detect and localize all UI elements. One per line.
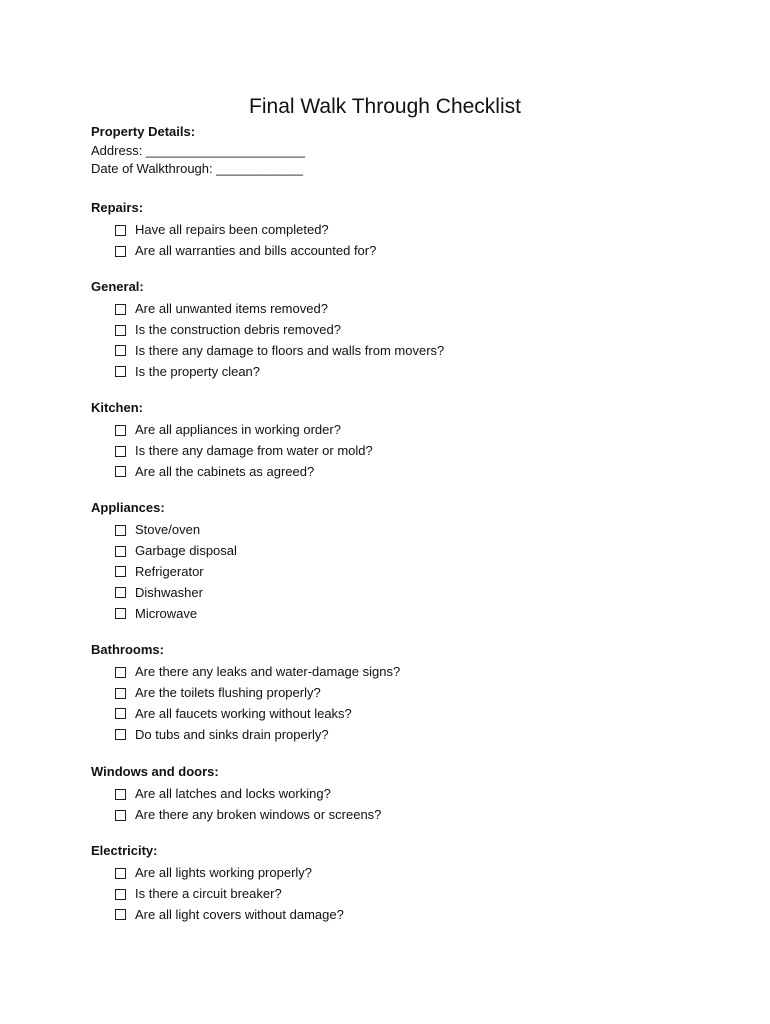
checklist-item[interactable] bbox=[115, 863, 344, 884]
checkbox[interactable] bbox=[115, 868, 126, 879]
property-details bbox=[91, 123, 305, 179]
checklist-item-label: Are there any leaks and water-damage signs? bbox=[135, 664, 401, 680]
checklist-item[interactable] bbox=[115, 562, 237, 583]
checkbox[interactable] bbox=[115, 325, 126, 336]
checklist-item[interactable] bbox=[115, 220, 376, 241]
checklist-item-label: Is there a circuit breaker? bbox=[135, 886, 282, 902]
checkbox[interactable] bbox=[115, 566, 126, 577]
checkbox[interactable] bbox=[115, 304, 126, 315]
page-title: Final Walk Through Checklist bbox=[249, 95, 521, 118]
checklist-item-label: Have all repairs been completed? bbox=[135, 222, 329, 238]
section-heading: Electricity: bbox=[91, 843, 158, 858]
section-repairs bbox=[91, 199, 376, 262]
checkbox[interactable] bbox=[115, 246, 126, 257]
checklist-item[interactable] bbox=[115, 420, 373, 441]
checkbox[interactable] bbox=[115, 345, 126, 356]
checkbox[interactable] bbox=[115, 366, 126, 377]
checklist-item-label: Stove/oven bbox=[135, 522, 201, 538]
checklist-item-label: Are all light covers without damage? bbox=[135, 906, 344, 922]
checkbox[interactable] bbox=[115, 466, 126, 477]
checklist-item[interactable] bbox=[115, 683, 400, 704]
checklist-item[interactable] bbox=[115, 341, 444, 362]
checkbox[interactable] bbox=[115, 810, 126, 821]
checklist-item-label: Garbage disposal bbox=[135, 543, 237, 559]
address-line: Address: ______________________ bbox=[91, 142, 305, 158]
checkbox[interactable] bbox=[115, 608, 126, 619]
walkthrough-date-line: Date of Walkthrough: ____________ bbox=[91, 161, 304, 176]
section-electricity bbox=[91, 842, 344, 925]
checklist-item[interactable] bbox=[115, 704, 400, 725]
checklist-item[interactable] bbox=[115, 299, 444, 320]
property-details-heading: Property Details: bbox=[91, 124, 196, 139]
checkbox[interactable] bbox=[115, 909, 126, 920]
checklist-item[interactable] bbox=[115, 361, 444, 382]
section-bathrooms bbox=[91, 641, 400, 745]
section-general bbox=[91, 278, 444, 382]
checkbox[interactable] bbox=[115, 587, 126, 598]
checklist-item-label: Are all faucets working without leaks? bbox=[135, 705, 352, 721]
checklist-item-label: Microwave bbox=[135, 605, 198, 621]
checklist-item-label: Is there any damage from water or mold? bbox=[135, 443, 373, 459]
checklist-item[interactable] bbox=[115, 441, 373, 462]
checkbox[interactable] bbox=[115, 446, 126, 457]
section-windows-and-doors bbox=[91, 763, 381, 826]
checklist-item-label: Refrigerator bbox=[135, 563, 204, 579]
checkbox[interactable] bbox=[115, 729, 126, 740]
checklist-item-label: Is the property clean? bbox=[135, 363, 261, 379]
section-heading: Bathrooms: bbox=[91, 642, 164, 657]
checklist-item-label: Are all lights working properly? bbox=[135, 865, 313, 881]
checklist-item[interactable] bbox=[115, 662, 400, 683]
section-heading: Windows and doors: bbox=[91, 764, 219, 779]
section-kitchen bbox=[91, 399, 373, 482]
checklist-item-label: Do tubs and sinks drain properly? bbox=[135, 726, 329, 742]
checklist-item[interactable] bbox=[115, 784, 381, 805]
checklist-item[interactable] bbox=[115, 884, 344, 905]
checklist-item-label: Are the toilets flushing properly? bbox=[135, 685, 321, 701]
checkbox[interactable] bbox=[115, 425, 126, 436]
checkbox[interactable] bbox=[115, 225, 126, 236]
section-heading: Kitchen: bbox=[91, 400, 143, 415]
checklist-item[interactable] bbox=[115, 724, 400, 745]
checklist-item[interactable] bbox=[115, 905, 344, 926]
checklist-item-label: Dishwasher bbox=[135, 584, 203, 600]
checklist-item-label: Are there any broken windows or screens? bbox=[135, 807, 382, 823]
checkbox[interactable] bbox=[115, 708, 126, 719]
checklist-item[interactable] bbox=[115, 582, 237, 603]
section-heading: General: bbox=[91, 279, 144, 294]
checklist-item-label: Are all appliances in working order? bbox=[135, 422, 341, 438]
section-heading: Appliances: bbox=[91, 500, 165, 515]
checklist-item[interactable] bbox=[115, 805, 381, 826]
checklist-item[interactable] bbox=[115, 603, 237, 624]
checklist-item-label: Is the construction debris removed? bbox=[135, 322, 341, 338]
checkbox[interactable] bbox=[115, 667, 126, 678]
checkbox[interactable] bbox=[115, 889, 126, 900]
checklist-item[interactable] bbox=[115, 541, 237, 562]
checkbox[interactable] bbox=[115, 789, 126, 800]
checklist-item[interactable] bbox=[115, 320, 444, 341]
checklist-item-label: Are all unwanted items removed? bbox=[135, 301, 328, 317]
checklist-item-label: Are all latches and locks working? bbox=[135, 786, 331, 802]
checklist-item-label: Are all warranties and bills accounted for? bbox=[135, 243, 377, 259]
checkbox[interactable] bbox=[115, 525, 126, 536]
checkbox[interactable] bbox=[115, 688, 126, 699]
checklist-item[interactable] bbox=[115, 520, 237, 541]
checklist-item-label: Are all the cabinets as agreed? bbox=[135, 463, 315, 479]
section-appliances bbox=[91, 499, 237, 624]
checklist-item-label: Is there any damage to floors and walls from movers? bbox=[135, 342, 445, 358]
section-heading: Repairs: bbox=[91, 200, 144, 215]
checklist-item[interactable] bbox=[115, 241, 376, 262]
checkbox[interactable] bbox=[115, 546, 126, 557]
checklist-item[interactable] bbox=[115, 462, 373, 483]
